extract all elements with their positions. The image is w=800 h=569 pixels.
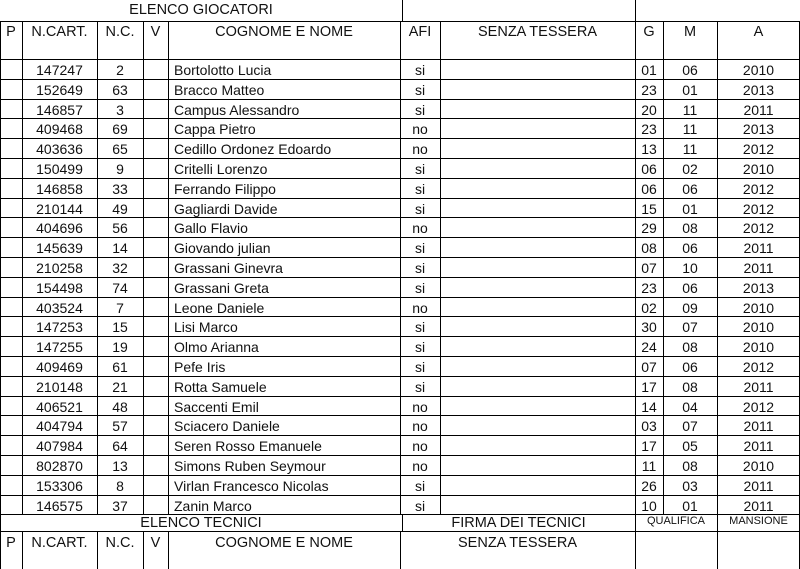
cell-afi: no xyxy=(412,299,428,316)
cell-a: 2010 xyxy=(742,62,775,78)
technicians-section-title: ELENCO TECNICI xyxy=(140,515,262,531)
cell-n-c: 74 xyxy=(112,279,128,296)
cell-m: 06 xyxy=(682,359,698,375)
cell-afi: si xyxy=(414,101,426,118)
cell-m: 06 xyxy=(682,62,698,78)
cell-afi: si xyxy=(414,497,426,514)
cell-n-c: 63 xyxy=(112,81,128,98)
cell-n-cart: 147255 xyxy=(36,339,83,356)
cell-g: 06 xyxy=(641,180,657,197)
cell-a: 2011 xyxy=(743,240,774,257)
cell-n-cart: 210258 xyxy=(36,260,83,276)
cell-name: Zanin Marco xyxy=(174,497,252,514)
cell-name: Gagliardi Davide xyxy=(174,200,278,217)
cell-n-cart: 147253 xyxy=(36,319,83,336)
header-p: P xyxy=(6,24,16,40)
cell-a: 2011 xyxy=(743,438,774,455)
cell-n-cart: 409468 xyxy=(36,121,83,138)
cell-a: 2012 xyxy=(742,359,775,375)
cell-name: Sciacero Daniele xyxy=(174,418,280,435)
mansione-label: MANSIONE xyxy=(729,515,788,527)
grid-line-vertical xyxy=(0,21,1,569)
cell-n-cart: 409469 xyxy=(36,359,83,375)
cell-n-c: 13 xyxy=(112,458,128,474)
cell-a: 2010 xyxy=(742,161,775,177)
grid-line-vertical xyxy=(635,0,636,21)
cell-name: Rotta Samuele xyxy=(174,378,267,395)
cell-g: 08 xyxy=(641,240,657,257)
cell-g: 02 xyxy=(641,299,657,316)
cell-n-cart: 404696 xyxy=(36,220,83,237)
cell-g: 07 xyxy=(641,359,657,375)
cell-afi: no xyxy=(412,220,428,237)
header-afi: AFI xyxy=(408,24,432,40)
cell-afi: no xyxy=(412,458,428,474)
cell-g: 17 xyxy=(641,438,657,455)
cell-n-cart: 403524 xyxy=(36,299,83,316)
cell-m: 11 xyxy=(682,121,698,138)
cell-n-cart: 407984 xyxy=(36,438,83,455)
cell-a: 2010 xyxy=(742,458,775,474)
cell-afi: si xyxy=(414,279,426,296)
cell-m: 09 xyxy=(682,299,698,316)
cell-a: 2013 xyxy=(742,81,775,98)
tech-header-v: V xyxy=(150,535,161,551)
cell-g: 23 xyxy=(641,81,657,98)
cell-m: 08 xyxy=(682,339,698,356)
cell-afi: si xyxy=(414,378,426,395)
cell-name: Cedillo Ordonez Edoardo xyxy=(174,141,332,158)
cell-name: Pefe Iris xyxy=(174,359,226,375)
cell-n-c: 49 xyxy=(112,200,128,217)
tech-header-n-c: N.C. xyxy=(105,535,135,551)
cell-afi: no xyxy=(412,398,428,415)
cell-a: 2012 xyxy=(742,141,775,158)
cell-n-c: 57 xyxy=(112,418,128,435)
cell-n-c: 8 xyxy=(116,477,124,494)
cell-n-cart: 210148 xyxy=(36,378,83,395)
cell-n-c: 48 xyxy=(112,398,128,415)
cell-m: 06 xyxy=(682,240,698,257)
tech-header-senza-tessera: SENZA TESSERA xyxy=(458,535,577,551)
cell-n-c: 14 xyxy=(112,240,128,257)
cell-a: 2012 xyxy=(742,180,775,197)
cell-m: 11 xyxy=(682,101,698,118)
cell-n-cart: 146857 xyxy=(36,101,83,118)
cell-g: 23 xyxy=(641,279,657,296)
cell-afi: si xyxy=(414,477,426,494)
header-senza-tessera: SENZA TESSERA xyxy=(478,24,597,40)
cell-n-c: 2 xyxy=(116,62,124,78)
cell-name: Gallo Flavio xyxy=(174,220,248,237)
cell-a: 2012 xyxy=(742,200,775,217)
cell-name: Olmo Arianna xyxy=(174,339,259,356)
cell-g: 06 xyxy=(641,161,657,177)
cell-a: 2011 xyxy=(743,378,774,395)
cell-n-c: 61 xyxy=(112,359,128,375)
cell-n-cart: 403636 xyxy=(36,141,83,158)
cell-name: Grassani Ginevra xyxy=(174,260,283,276)
cell-a: 2010 xyxy=(742,339,775,356)
cell-afi: no xyxy=(412,438,428,455)
cell-n-c: 33 xyxy=(112,180,128,197)
cell-g: 17 xyxy=(641,378,657,395)
cell-g: 30 xyxy=(641,319,657,336)
cell-m: 11 xyxy=(682,141,698,158)
cell-name: Virlan Francesco Nicolas xyxy=(174,477,329,494)
cell-a: 2010 xyxy=(742,299,775,316)
cell-name: Giovando julian xyxy=(174,240,271,257)
cell-a: 2011 xyxy=(743,497,774,514)
cell-n-cart: 152649 xyxy=(36,81,83,98)
cell-afi: si xyxy=(414,62,426,78)
players-section-title: ELENCO GIOCATORI xyxy=(129,2,273,18)
cell-a: 2011 xyxy=(743,260,774,276)
cell-m: 10 xyxy=(682,260,698,276)
cell-afi: no xyxy=(412,141,428,158)
cell-n-c: 15 xyxy=(112,319,128,336)
cell-n-cart: 146575 xyxy=(36,497,83,514)
cell-n-cart: 802870 xyxy=(36,458,83,474)
cell-m: 01 xyxy=(682,81,698,98)
cell-m: 06 xyxy=(682,180,698,197)
cell-name: Cappa Pietro xyxy=(174,121,256,138)
cell-name: Lisi Marco xyxy=(174,319,238,336)
qualifica-label: QUALIFICA xyxy=(646,515,706,527)
cell-m: 08 xyxy=(682,378,698,395)
cell-name: Simons Ruben Seymour xyxy=(174,458,326,474)
tech-header-p: P xyxy=(6,535,16,551)
cell-n-cart: 145639 xyxy=(36,240,83,257)
cell-afi: si xyxy=(414,161,426,177)
cell-afi: si xyxy=(414,180,426,197)
cell-n-cart: 404794 xyxy=(36,418,83,435)
cell-n-cart: 154498 xyxy=(36,279,83,296)
header-n-c: N.C. xyxy=(105,24,135,40)
cell-n-cart: 406521 xyxy=(36,398,83,415)
cell-g: 10 xyxy=(641,497,657,514)
cell-a: 2012 xyxy=(742,220,775,237)
cell-g: 26 xyxy=(641,477,657,494)
header-n-cart: N.CART. xyxy=(31,24,88,40)
cell-g: 01 xyxy=(641,62,657,78)
cell-n-c: 19 xyxy=(112,339,128,356)
cell-n-cart: 147247 xyxy=(36,62,83,78)
header-m: M xyxy=(683,24,697,40)
cell-n-c: 65 xyxy=(112,141,128,158)
cell-m: 01 xyxy=(682,497,698,514)
cell-m: 03 xyxy=(682,477,698,494)
cell-a: 2013 xyxy=(742,121,775,138)
cell-afi: si xyxy=(414,319,426,336)
header-a: A xyxy=(753,24,764,40)
cell-name: Leone Daniele xyxy=(174,299,265,316)
cell-afi: no xyxy=(412,121,428,138)
cell-a: 2013 xyxy=(742,279,775,296)
cell-g: 07 xyxy=(641,260,657,276)
grid-line-vertical xyxy=(143,21,144,514)
cell-n-c: 37 xyxy=(112,497,128,514)
cell-g: 15 xyxy=(641,200,657,217)
tech-header-n-cart: N.CART. xyxy=(31,535,88,551)
cell-n-cart: 150499 xyxy=(36,161,83,177)
cell-n-c: 9 xyxy=(116,161,124,177)
grid-line-vertical xyxy=(168,21,169,514)
cell-afi: si xyxy=(414,339,426,356)
cell-n-cart: 146858 xyxy=(36,180,83,197)
cell-n-cart: 153306 xyxy=(36,477,83,494)
cell-n-c: 21 xyxy=(112,378,128,395)
cell-name: Seren Rosso Emanuele xyxy=(174,438,322,455)
cell-m: 01 xyxy=(682,200,698,217)
cell-g: 20 xyxy=(641,101,657,118)
cell-m: 05 xyxy=(682,438,698,455)
cell-name: Campus Alessandro xyxy=(174,101,300,118)
cell-g: 14 xyxy=(641,398,657,415)
cell-name: Ferrando Filippo xyxy=(174,180,276,197)
cell-a: 2010 xyxy=(742,319,775,336)
cell-g: 29 xyxy=(641,220,657,237)
cell-a: 2011 xyxy=(743,477,774,494)
grid-line-vertical xyxy=(440,21,441,514)
cell-g: 13 xyxy=(641,141,657,158)
cell-a: 2011 xyxy=(743,101,774,118)
cell-n-c: 3 xyxy=(116,101,124,118)
cell-m: 06 xyxy=(682,279,698,296)
cell-afi: si xyxy=(414,359,426,375)
cell-afi: si xyxy=(414,260,426,276)
cell-n-c: 56 xyxy=(112,220,128,237)
cell-n-c: 69 xyxy=(112,121,128,138)
cell-name: Bracco Matteo xyxy=(174,81,265,98)
cell-n-c: 32 xyxy=(112,260,128,276)
header-g: G xyxy=(643,24,655,40)
cell-afi: no xyxy=(412,418,428,435)
cell-g: 24 xyxy=(641,339,657,356)
tech-header-cognome-nome: COGNOME E NOME xyxy=(215,535,353,551)
cell-g: 03 xyxy=(641,418,657,435)
cell-name: Critelli Lorenzo xyxy=(174,161,268,177)
cell-g: 11 xyxy=(641,458,657,474)
cell-n-c: 7 xyxy=(116,299,124,316)
cell-afi: si xyxy=(414,240,426,257)
cell-g: 23 xyxy=(641,121,657,138)
cell-m: 08 xyxy=(682,220,698,237)
cell-m: 07 xyxy=(682,418,698,435)
cell-afi: si xyxy=(414,81,426,98)
cell-name: Saccenti Emil xyxy=(174,398,259,415)
grid-line-vertical xyxy=(402,0,403,21)
cell-m: 08 xyxy=(682,458,698,474)
cell-m: 04 xyxy=(682,398,698,415)
cell-n-c: 64 xyxy=(112,438,128,455)
header-cognome-nome: COGNOME E NOME xyxy=(215,24,353,40)
cell-a: 2011 xyxy=(743,418,774,435)
cell-a: 2012 xyxy=(742,398,775,415)
cell-name: Grassani Greta xyxy=(174,279,269,296)
cell-n-cart: 210144 xyxy=(36,200,83,217)
cell-m: 07 xyxy=(682,319,698,336)
cell-name: Bortolotto Lucia xyxy=(174,62,272,78)
cell-afi: si xyxy=(414,200,426,217)
cell-m: 02 xyxy=(682,161,698,177)
header-v: V xyxy=(150,24,161,40)
technicians-signature-title: FIRMA DEI TECNICI xyxy=(451,515,586,531)
